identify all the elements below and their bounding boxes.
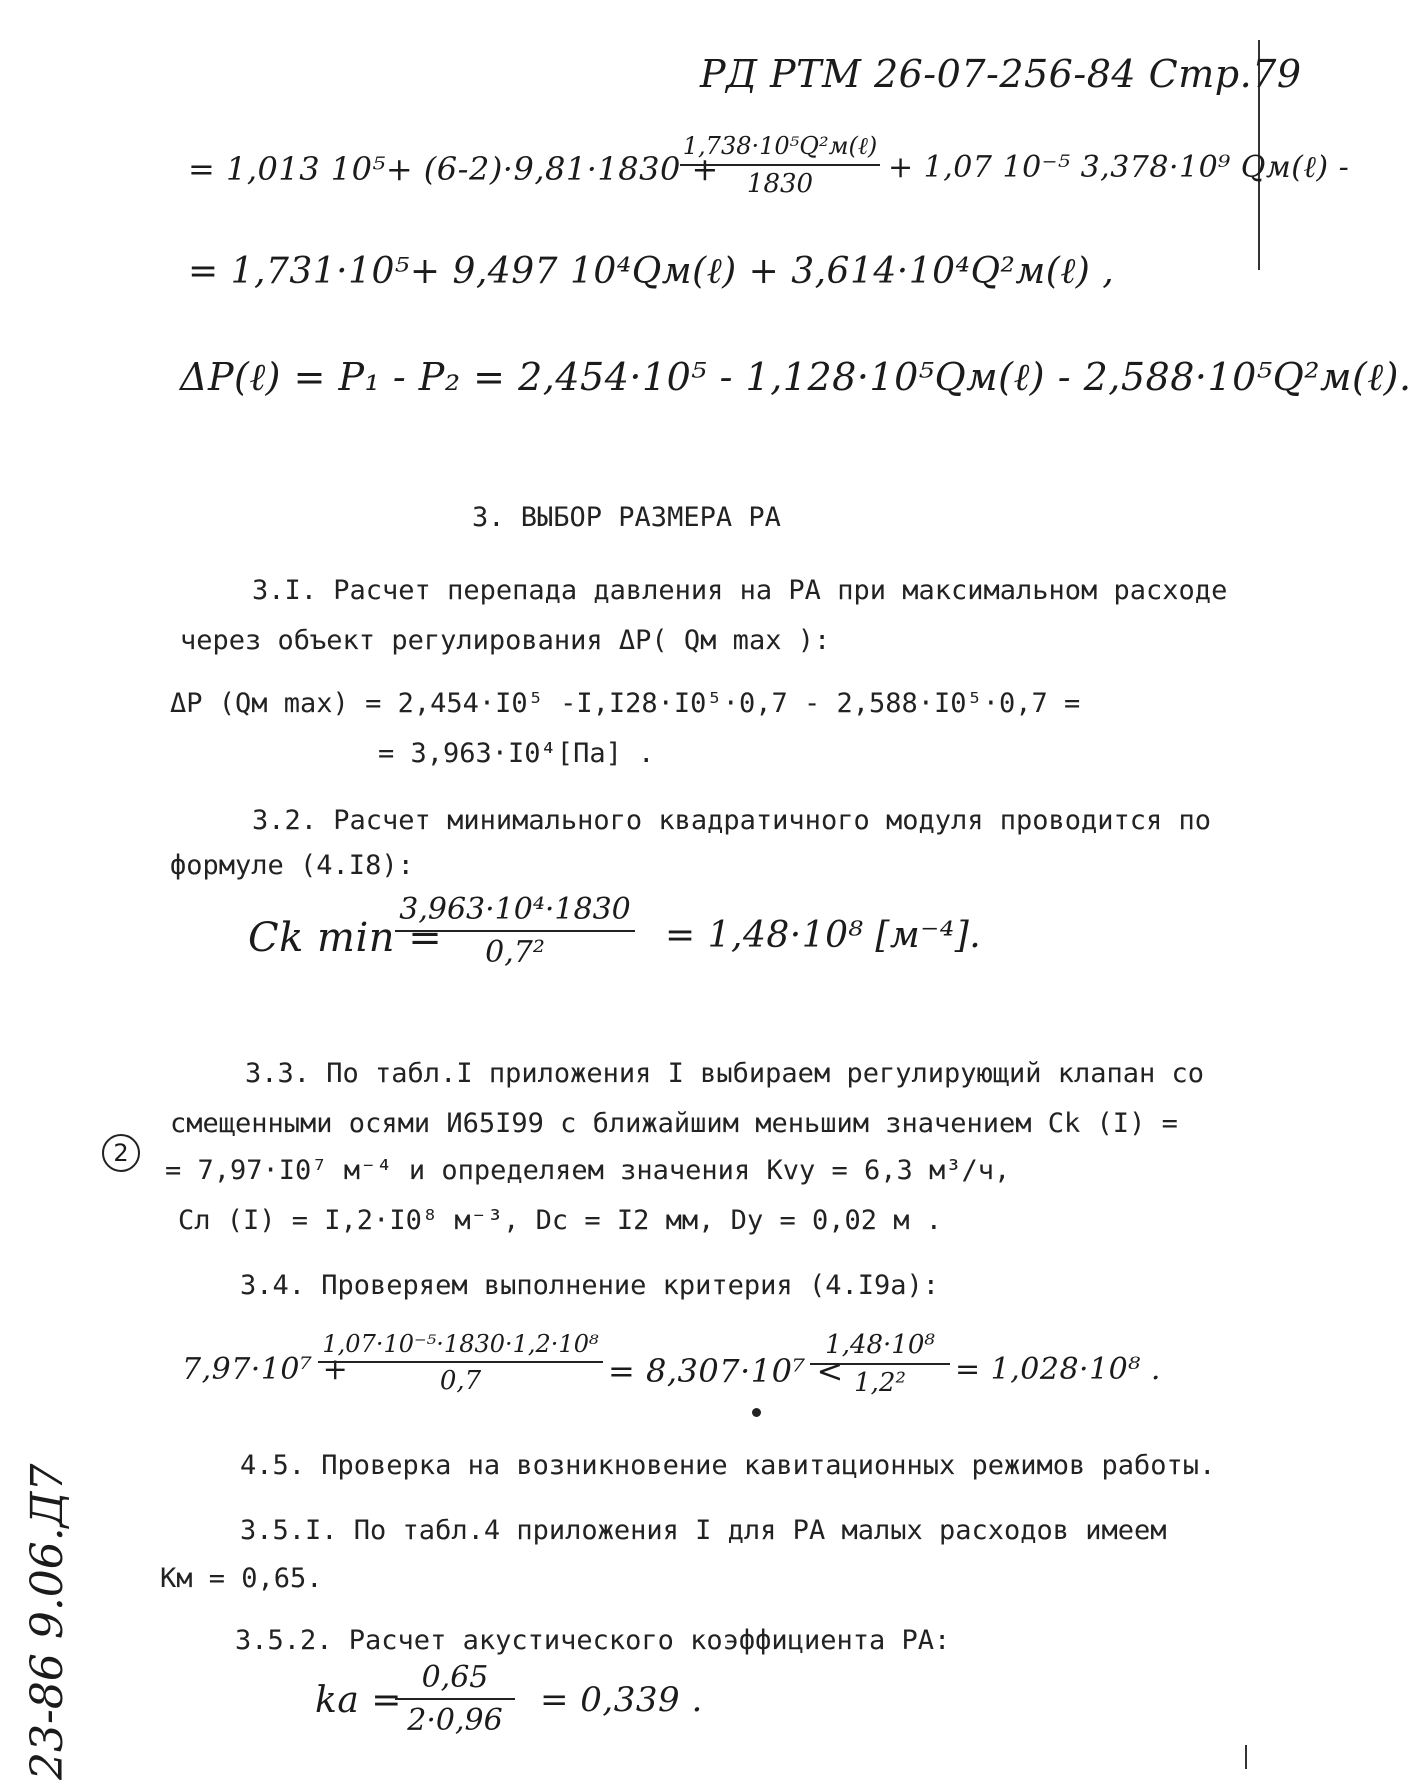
document-code-header: РД РТМ 26-07-256-84 Стр.79: [700, 52, 1302, 96]
equation-3-4-middle: = 8,307·10⁷ <: [608, 1352, 844, 1390]
equation-3-4-numerator-2: 1,48·10⁸: [825, 1330, 935, 1360]
equation-3-5-2-fraction: [395, 1660, 515, 1738]
margin-handwritten-note: 23-86 9.06.Д7: [22, 1463, 73, 1780]
paragraph-3-3-line-3: = 7,97·I0⁷ м⁻⁴ и определяем значения Kvy = 6,3 м³/ч,: [165, 1155, 1011, 1186]
equation-3-4-fraction-2: [810, 1330, 950, 1398]
fraction-bar: [680, 164, 880, 166]
paragraph-4-5: 4.5. Проверка на возникновение кавитационных режимов работы.: [240, 1450, 1216, 1481]
paragraph-3-1-line-1: 3.I. Расчет перепада давления на РА при максимальном расходе: [252, 575, 1228, 606]
calc-line-1-right: + 1,07 10⁻⁵ 3,378·10⁹ Qм(ℓ) -: [888, 150, 1350, 185]
paragraph-3-2-line-2: формуле (4.I8):: [170, 850, 414, 881]
fraction-bar: [395, 930, 635, 932]
equation-3-1-line-1: ΔP (Qм max) = 2,454·I0⁵ -I,I28·I0⁵·0,7 - 2,588·I0⁵·0,7 =: [170, 688, 1081, 719]
calc-line-1-denominator: 1830: [746, 169, 814, 199]
paragraph-3-2-line-1: 3.2. Расчет минимального квадратичного модуля проводится по: [252, 805, 1212, 836]
calc-line-1-fraction: [680, 132, 880, 199]
fraction-bar: [810, 1363, 950, 1365]
calc-line-3: ΔP(ℓ) = P₁ - P₂ = 2,454·10⁵ - 1,128·10⁵Qм(ℓ) - 2,588·10⁵Q²м(ℓ).: [180, 355, 1412, 399]
fraction-bar: [395, 1698, 515, 1700]
paragraph-3-3-line-2: смещенными осями И65I99 с ближайшим меньшим значением Ck (I) =: [170, 1108, 1178, 1139]
equation-3-4-numerator-1: 1,07·10⁻⁵·1830·1,2·10⁸: [322, 1330, 599, 1358]
fraction-bar: [318, 1361, 603, 1363]
paragraph-3-5-2: 3.5.2. Расчет акустического коэффициента РА:: [235, 1625, 951, 1656]
paragraph-3-5-1-line-2: Kм = 0,65.: [160, 1563, 323, 1594]
paragraph-3-3-line-4: Cл (I) = I,2·I0⁸ м⁻³, Dc = I2 мм, Dy = 0,02 м .: [178, 1205, 943, 1236]
equation-3-5-2-rhs: = 0,339 .: [540, 1680, 703, 1720]
calc-line-1-numerator: 1,738·10⁵Q²м(ℓ): [682, 132, 878, 160]
equation-3-4-left: 7,97·10⁷ +: [182, 1352, 349, 1387]
equation-3-2-denominator: 0,7²: [485, 935, 545, 970]
circled-number-mark: 2: [102, 1134, 140, 1172]
equation-3-5-2-numerator: 0,65: [421, 1660, 489, 1695]
ink-dot: [752, 1408, 761, 1417]
equation-3-5-2-lhs: ka =: [315, 1680, 402, 1721]
equation-3-2-fraction: [395, 892, 635, 970]
equation-3-2-numerator: 3,963·10⁴·1830: [399, 892, 631, 927]
paragraph-3-5-1-line-1: 3.5.I. По табл.4 приложения I для РА малых расходов имеем: [240, 1515, 1167, 1546]
equation-3-4-denominator-1: 0,7: [439, 1366, 482, 1396]
paragraph-3-4: 3.4. Проверяем выполнение критерия (4.I9a):: [240, 1270, 939, 1301]
calc-line-2: = 1,731·10⁵+ 9,497 10⁴Qм(ℓ) + 3,614·10⁴Q²м(ℓ) ,: [188, 251, 1115, 292]
equation-3-2-rhs: = 1,48·10⁸ [м⁻⁴].: [665, 915, 982, 956]
equation-3-4-fraction-1: [318, 1330, 603, 1396]
equation-3-4-denominator-2: 1,2²: [854, 1368, 906, 1398]
paragraph-3-1-line-2: через объект регулирования ΔP( Qм max ):: [180, 625, 831, 656]
equation-3-2-lhs: Ck min =: [248, 915, 443, 961]
equation-3-5-2-denominator: 2·0,96: [407, 1703, 503, 1738]
paragraph-3-3-line-1: 3.3. По табл.I приложения I выбираем регулирующий клапан со: [245, 1058, 1205, 1089]
section-heading: 3. ВЫБОР РАЗМЕРА РА: [472, 502, 781, 533]
calc-line-1-left: = 1,013 10⁵+ (6-2)·9,81·1830 +: [188, 150, 719, 188]
equation-3-1-line-2: = 3,963·I0⁴[Па] .: [378, 738, 655, 769]
page-edge-tick: [1245, 1745, 1247, 1769]
equation-3-4-right: = 1,028·10⁸ .: [955, 1352, 1161, 1387]
